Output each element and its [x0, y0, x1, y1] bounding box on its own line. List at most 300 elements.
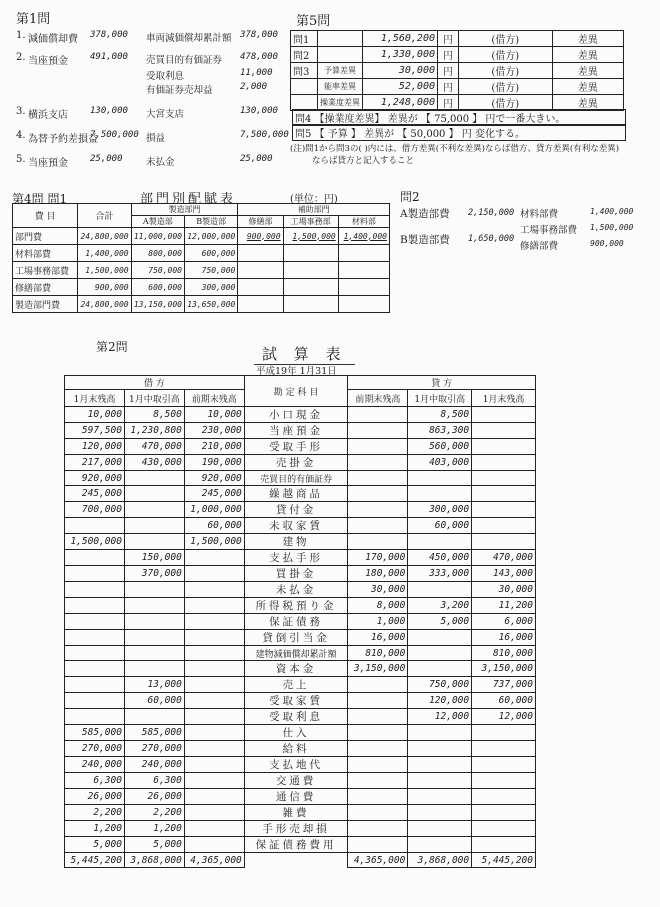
- q5-label: 問1: [291, 31, 318, 47]
- q1-line-amount: 378,000: [90, 30, 128, 40]
- tb-d1: 700,000: [65, 502, 125, 518]
- tb-d3: 210,000: [184, 439, 244, 455]
- tb-c3: 170,000: [348, 550, 408, 566]
- tb-d3: 10,000: [184, 407, 244, 423]
- debit-header: 借 方: [65, 376, 245, 390]
- tb-d3: [184, 630, 244, 646]
- dept-material: [338, 296, 389, 313]
- tb-d3: [184, 725, 244, 741]
- tb-c1: [472, 837, 536, 853]
- tb-d2: 5,000: [124, 837, 184, 853]
- tb-d3: 245,000: [184, 486, 244, 502]
- dept-b: 600,000: [185, 245, 238, 262]
- tb-d2: [124, 709, 184, 725]
- tb-d3: 190,000: [184, 455, 244, 471]
- tb-c1: 143,000: [472, 566, 536, 582]
- q5-sub: [318, 47, 363, 63]
- debit-mid-header: 1月中取引高: [124, 390, 184, 407]
- q4-title: 第4問 問1: [12, 192, 68, 206]
- tb-c2: [408, 582, 472, 598]
- tb-d2: [124, 502, 184, 518]
- tb-c2: [408, 837, 472, 853]
- tb-row: [65, 757, 536, 773]
- tb-c3: [348, 439, 408, 455]
- tb-c2: 12,000: [408, 709, 472, 725]
- q1-line-text: 横浜支店: [28, 110, 68, 121]
- dept-total: 1,400,000: [78, 245, 131, 262]
- tb-row: [65, 646, 536, 661]
- header-total: 合計: [78, 204, 131, 228]
- tb-d2: [124, 630, 184, 646]
- trial-balance-table: [64, 375, 536, 868]
- tb-d2: 8,500: [124, 407, 184, 423]
- dept-material: [338, 262, 389, 279]
- tb-d1: 585,000: [65, 725, 125, 741]
- q4-b-amount: 1,650,000: [468, 234, 515, 244]
- tb-account: 資本金: [244, 661, 348, 677]
- tb-c1: 737,000: [472, 677, 536, 693]
- tb-d3: 920,000: [184, 471, 244, 486]
- tb-account: 通信費: [244, 789, 348, 805]
- tb-account: 貸倒引当金: [244, 630, 348, 646]
- total-d3: 4,365,000: [184, 853, 244, 868]
- tb-c1: [472, 725, 536, 741]
- q4-b-label: B製造部費: [400, 234, 450, 246]
- q5-amount: 1,330,000: [363, 47, 438, 63]
- dept-a: 800,000: [131, 245, 184, 262]
- tb-row: [65, 502, 536, 518]
- tb-c1: 6,000: [472, 614, 536, 630]
- q1-line-no: 5.: [16, 154, 26, 165]
- header-repair: 修繕部: [238, 216, 283, 228]
- tb-c3: [348, 789, 408, 805]
- tb-d2: [124, 582, 184, 598]
- q1-line-amount2: 130,000: [240, 106, 278, 116]
- q5-row: [291, 31, 624, 47]
- department-allocation-table: [12, 203, 390, 313]
- tb-c2: 8,500: [408, 407, 472, 423]
- tb-account: 売買目的有価証券: [244, 471, 348, 486]
- tb-c2: [408, 534, 472, 550]
- tb-c3: [348, 773, 408, 789]
- tb-account: 受取利息: [244, 709, 348, 725]
- tb-c2: [408, 757, 472, 773]
- tb-c2: 560,000: [408, 439, 472, 455]
- q5-label: 問3: [291, 63, 318, 79]
- q1-line-text2: 受取利息: [146, 71, 185, 82]
- tb-d2: [124, 598, 184, 614]
- tb-c2: [408, 741, 472, 757]
- dept-name: 製造部門費: [13, 296, 78, 313]
- credit-header: 貸 方: [348, 376, 536, 390]
- dept-material: [338, 279, 389, 296]
- tb-c3: [348, 757, 408, 773]
- dept-total: 1,500,000: [78, 262, 131, 279]
- tb-d2: 60,000: [124, 693, 184, 709]
- tb-row: [65, 677, 536, 693]
- tb-c3: 16,000: [348, 630, 408, 646]
- tb-d3: [184, 773, 244, 789]
- tb-c2: [408, 646, 472, 661]
- tb-row: [65, 550, 536, 566]
- tb-c1: 30,000: [472, 582, 536, 598]
- tb-d3: [184, 837, 244, 853]
- tb-d3: [184, 661, 244, 677]
- tb-c3: 30,000: [348, 582, 408, 598]
- tb-c1: 810,000: [472, 646, 536, 661]
- tb-row: [65, 598, 536, 614]
- debit-end-header: 1月末残高: [65, 390, 125, 407]
- q1-title: 第1問: [16, 12, 51, 27]
- credit-mid-header: 1月中取引高: [408, 390, 472, 407]
- trial-balance-title: 試 算 表: [254, 343, 355, 365]
- tb-row: [65, 789, 536, 805]
- tb-c3: [348, 741, 408, 757]
- q1-line-text: 為替予約差損益: [28, 134, 98, 145]
- tb-account: 貸付金: [244, 502, 348, 518]
- tb-c1: [472, 821, 536, 837]
- header-auxiliary: 補助部門: [238, 204, 390, 216]
- tb-c3: [348, 502, 408, 518]
- tb-d2: 13,000: [124, 677, 184, 693]
- q5-note-2: ならば貸方と記入すること: [312, 156, 415, 166]
- tb-account: 建物: [244, 534, 348, 550]
- tb-d3: [184, 646, 244, 661]
- dept-total: 900,000: [78, 279, 131, 296]
- dept-repair: [238, 279, 283, 296]
- tb-c3: [348, 805, 408, 821]
- tb-d3: 60,000: [184, 518, 244, 534]
- q5-row: [291, 47, 624, 63]
- q1-line-no: 4.: [16, 130, 26, 141]
- tb-c1: [472, 518, 536, 534]
- tb-d1: 920,000: [65, 471, 125, 486]
- q1-line-text2: 大宮支店: [146, 109, 185, 120]
- debit-begin-header: 前期末残高: [184, 390, 244, 407]
- q5-table: [290, 30, 624, 111]
- dept-b: 750,000: [185, 262, 238, 279]
- dept-factory: [283, 296, 338, 313]
- tb-c3: [348, 725, 408, 741]
- q4-detail-name: 修繕部費: [520, 241, 559, 252]
- tb-d1: [65, 550, 125, 566]
- tb-row: [65, 614, 536, 630]
- dept-row: [13, 228, 390, 245]
- tb-row: [65, 837, 536, 853]
- tb-c2: [408, 821, 472, 837]
- tb-row: [65, 773, 536, 789]
- tb-d2: 1,200: [124, 821, 184, 837]
- dept-a: 750,000: [131, 262, 184, 279]
- tb-row: [65, 805, 536, 821]
- tb-c2: 863,300: [408, 423, 472, 439]
- tb-d1: [65, 598, 125, 614]
- q4-detail-name: 材料部費: [520, 209, 559, 220]
- tb-d3: [184, 741, 244, 757]
- q5-amount: 52,000: [363, 79, 438, 95]
- tb-c1: [472, 407, 536, 423]
- q1-line-amount: 491,000: [90, 52, 128, 62]
- tb-c3: [348, 455, 408, 471]
- tb-d2: [124, 471, 184, 486]
- tb-c2: 60,000: [408, 518, 472, 534]
- q4-detail-amount: 1,400,000: [590, 207, 634, 216]
- tb-c3: [348, 534, 408, 550]
- q5-label: 問2: [291, 47, 318, 63]
- tb-d2: 270,000: [124, 741, 184, 757]
- total-c3: 4,365,000: [348, 853, 408, 868]
- dept-b: 13,650,000: [185, 296, 238, 313]
- q5-label: [291, 79, 318, 95]
- tb-account: 支払手形: [244, 550, 348, 566]
- dept-name: 部門費: [13, 228, 78, 245]
- tb-d1: 217,000: [65, 455, 125, 471]
- dept-total: 24,800,000: [78, 228, 131, 245]
- tb-account: 受取手形: [244, 439, 348, 455]
- dept-name: 修繕部費: [13, 279, 78, 296]
- tb-c3: 1,000: [348, 614, 408, 630]
- tb-c2: 750,000: [408, 677, 472, 693]
- tb-c1: 12,000: [472, 709, 536, 725]
- tb-d3: [184, 789, 244, 805]
- tb-account: 未払金: [244, 582, 348, 598]
- dept-a: 11,000,000: [131, 228, 184, 245]
- tb-c2: [408, 773, 472, 789]
- q1-line-text: 減価償却費: [28, 34, 78, 45]
- tb-c1: [472, 471, 536, 486]
- tb-c2: [408, 725, 472, 741]
- q1-line-text2: 有価証券売却益: [146, 85, 213, 96]
- tb-c3: 180,000: [348, 566, 408, 582]
- tb-c1: [472, 455, 536, 471]
- q1-line-text2: 車両減価償却累計額: [146, 33, 232, 44]
- tb-row: [65, 566, 536, 582]
- tb-d2: [124, 534, 184, 550]
- tb-c3: [348, 471, 408, 486]
- tb-c1: [472, 423, 536, 439]
- tb-d1: 26,000: [65, 789, 125, 805]
- q1-line-text2: 売買目的有価証券: [146, 55, 223, 66]
- tb-c1: 470,000: [472, 550, 536, 566]
- tb-d2: 2,200: [124, 805, 184, 821]
- tb-c3: 3,150,000: [348, 661, 408, 677]
- tb-account: 小口現金: [244, 407, 348, 423]
- tb-c3: [348, 407, 408, 423]
- header-b: B製造部: [185, 216, 238, 228]
- dept-material: 1,400,000: [338, 228, 389, 245]
- tb-d1: 6,300: [65, 773, 125, 789]
- tb-account: 保証債務費用: [244, 837, 348, 853]
- tb-c1: 3,150,000: [472, 661, 536, 677]
- q5-question5: 問5 【 予算 】 差異が 【 50,000 】 円 変化する。: [292, 124, 626, 141]
- tb-d1: [65, 630, 125, 646]
- tb-d3: [184, 821, 244, 837]
- q5-kind: 差異: [552, 63, 623, 79]
- q5-type: (借方): [459, 95, 553, 111]
- tb-c1: [472, 773, 536, 789]
- tb-d1: [65, 677, 125, 693]
- tb-c3: [348, 693, 408, 709]
- tb-c2: 3,200: [408, 598, 472, 614]
- tb-c1: [472, 486, 536, 502]
- tb-d2: 470,000: [124, 439, 184, 455]
- tb-account: 当座預金: [244, 423, 348, 439]
- dept-factory: [283, 245, 338, 262]
- tb-d1: 5,000: [65, 837, 125, 853]
- q1-line-amount: 130,000: [90, 106, 128, 116]
- tb-d2: 585,000: [124, 725, 184, 741]
- q5-yen: 円: [438, 63, 459, 79]
- totals-row: [65, 853, 536, 868]
- tb-c2: [408, 789, 472, 805]
- tb-d2: 150,000: [124, 550, 184, 566]
- dept-repair: [238, 262, 283, 279]
- q5-type: (借方): [459, 31, 553, 47]
- dept-repair: [238, 296, 283, 313]
- tb-d2: [124, 661, 184, 677]
- tb-d2: 240,000: [124, 757, 184, 773]
- tb-row: [65, 518, 536, 534]
- tb-d3: [184, 677, 244, 693]
- tb-c1: 16,000: [472, 630, 536, 646]
- q5-note: (注)問1から問3の( )内には、借方差異(不利な差異)ならば借方、貸方差異(有利な差異): [290, 144, 620, 154]
- tb-account: 受取家賃: [244, 693, 348, 709]
- tb-row: [65, 407, 536, 423]
- tb-d1: 1,200: [65, 821, 125, 837]
- tb-c1: 60,000: [472, 693, 536, 709]
- tb-d3: [184, 582, 244, 598]
- total-c1: 5,445,200: [472, 853, 536, 868]
- q4-a-label: A製造部費: [400, 208, 450, 220]
- tb-c2: 403,000: [408, 455, 472, 471]
- q5-row: [291, 79, 624, 95]
- dept-material: [338, 245, 389, 262]
- q4-unit: (単位：円): [290, 194, 338, 205]
- tb-d2: [124, 614, 184, 630]
- q4-detail-amount: 900,000: [590, 239, 624, 248]
- tb-c2: [408, 471, 472, 486]
- header-production: 製造部門: [131, 204, 238, 216]
- credit-begin-header: 前期末残高: [348, 390, 408, 407]
- dept-row: [13, 245, 390, 262]
- total-c2: 3,868,000: [408, 853, 472, 868]
- dept-name: 工場事務部費: [13, 262, 78, 279]
- tb-account: 支払地代: [244, 757, 348, 773]
- tb-c2: 300,000: [408, 502, 472, 518]
- tb-row: [65, 582, 536, 598]
- q1-line-no: 3.: [16, 106, 26, 117]
- q1-line-no: 1.: [16, 30, 26, 41]
- q4-details: [520, 206, 650, 256]
- tb-d3: [184, 757, 244, 773]
- tb-d3: [184, 693, 244, 709]
- tb-row: [65, 455, 536, 471]
- tb-row: [65, 693, 536, 709]
- tb-d1: [65, 566, 125, 582]
- q5-sub: 予算差異: [318, 63, 363, 79]
- tb-d3: [184, 709, 244, 725]
- tb-d2: [124, 646, 184, 661]
- tb-account: 建物減価償却累計額: [244, 646, 348, 661]
- tb-c3: [348, 518, 408, 534]
- tb-account: 仕入: [244, 725, 348, 741]
- tb-d1: 270,000: [65, 741, 125, 757]
- tb-row: [65, 821, 536, 837]
- tb-d1: 240,000: [65, 757, 125, 773]
- q1-line-amount2: 7,500,000: [240, 130, 289, 140]
- dept-row: [13, 296, 390, 313]
- tb-account: 売上: [244, 677, 348, 693]
- tb-c1: [472, 741, 536, 757]
- tb-c1: [472, 805, 536, 821]
- header-item: 費 目: [13, 204, 78, 228]
- dept-repair: [238, 245, 283, 262]
- tb-row: [65, 534, 536, 550]
- q5-type: (借方): [459, 79, 553, 95]
- tb-row: [65, 439, 536, 455]
- q4-table-title: 部門別配賦表: [140, 192, 237, 207]
- tb-d3: [184, 805, 244, 821]
- tb-c2: [408, 805, 472, 821]
- tb-row: [65, 709, 536, 725]
- tb-d2: 370,000: [124, 566, 184, 582]
- q5-title: 第5問: [296, 14, 331, 29]
- tb-c3: 8,000: [348, 598, 408, 614]
- tb-c3: [348, 423, 408, 439]
- header-material: 材料部: [338, 216, 389, 228]
- q5-kind: 差異: [552, 79, 623, 95]
- q5-yen: 円: [438, 31, 459, 47]
- tb-d1: 120,000: [65, 439, 125, 455]
- header-factory: 工場事務部: [283, 216, 338, 228]
- account-header: 勘 定 科 目: [244, 376, 348, 407]
- tb-d3: [184, 550, 244, 566]
- tb-c2: 5,000: [408, 614, 472, 630]
- q5-sub: 能率差異: [318, 79, 363, 95]
- tb-c3: [348, 709, 408, 725]
- tb-c3: [348, 677, 408, 693]
- q5-sub: [318, 31, 363, 47]
- tb-d2: 26,000: [124, 789, 184, 805]
- q5-yen: 円: [438, 79, 459, 95]
- tb-d3: 230,000: [184, 423, 244, 439]
- dept-name: 材料部費: [13, 245, 78, 262]
- tb-d1: 2,200: [65, 805, 125, 821]
- q5-amount: 30,000: [363, 63, 438, 79]
- tb-d1: [65, 709, 125, 725]
- tb-c2: [408, 661, 472, 677]
- q5-type: (借方): [459, 63, 553, 79]
- tb-account: 売掛金: [244, 455, 348, 471]
- tb-account: 交通費: [244, 773, 348, 789]
- q4-question2-title: 問2: [400, 190, 420, 204]
- dept-a: 600,000: [131, 279, 184, 296]
- tb-row: [65, 423, 536, 439]
- q1-line-amount: 25,000: [90, 154, 123, 164]
- tb-d1: 597,500: [65, 423, 125, 439]
- trial-balance-date: 平成19年 1月31日: [256, 366, 337, 377]
- q5-amount: 1,248,000: [363, 95, 438, 111]
- tb-c1: [472, 757, 536, 773]
- q5-sub: 操業度差異: [318, 95, 363, 111]
- tb-c1: 11,200: [472, 598, 536, 614]
- tb-account: 繰越商品: [244, 486, 348, 502]
- tb-account: 保証債務: [244, 614, 348, 630]
- tb-row: [65, 725, 536, 741]
- tb-c3: [348, 486, 408, 502]
- tb-c2: 450,000: [408, 550, 472, 566]
- tb-row: [65, 486, 536, 502]
